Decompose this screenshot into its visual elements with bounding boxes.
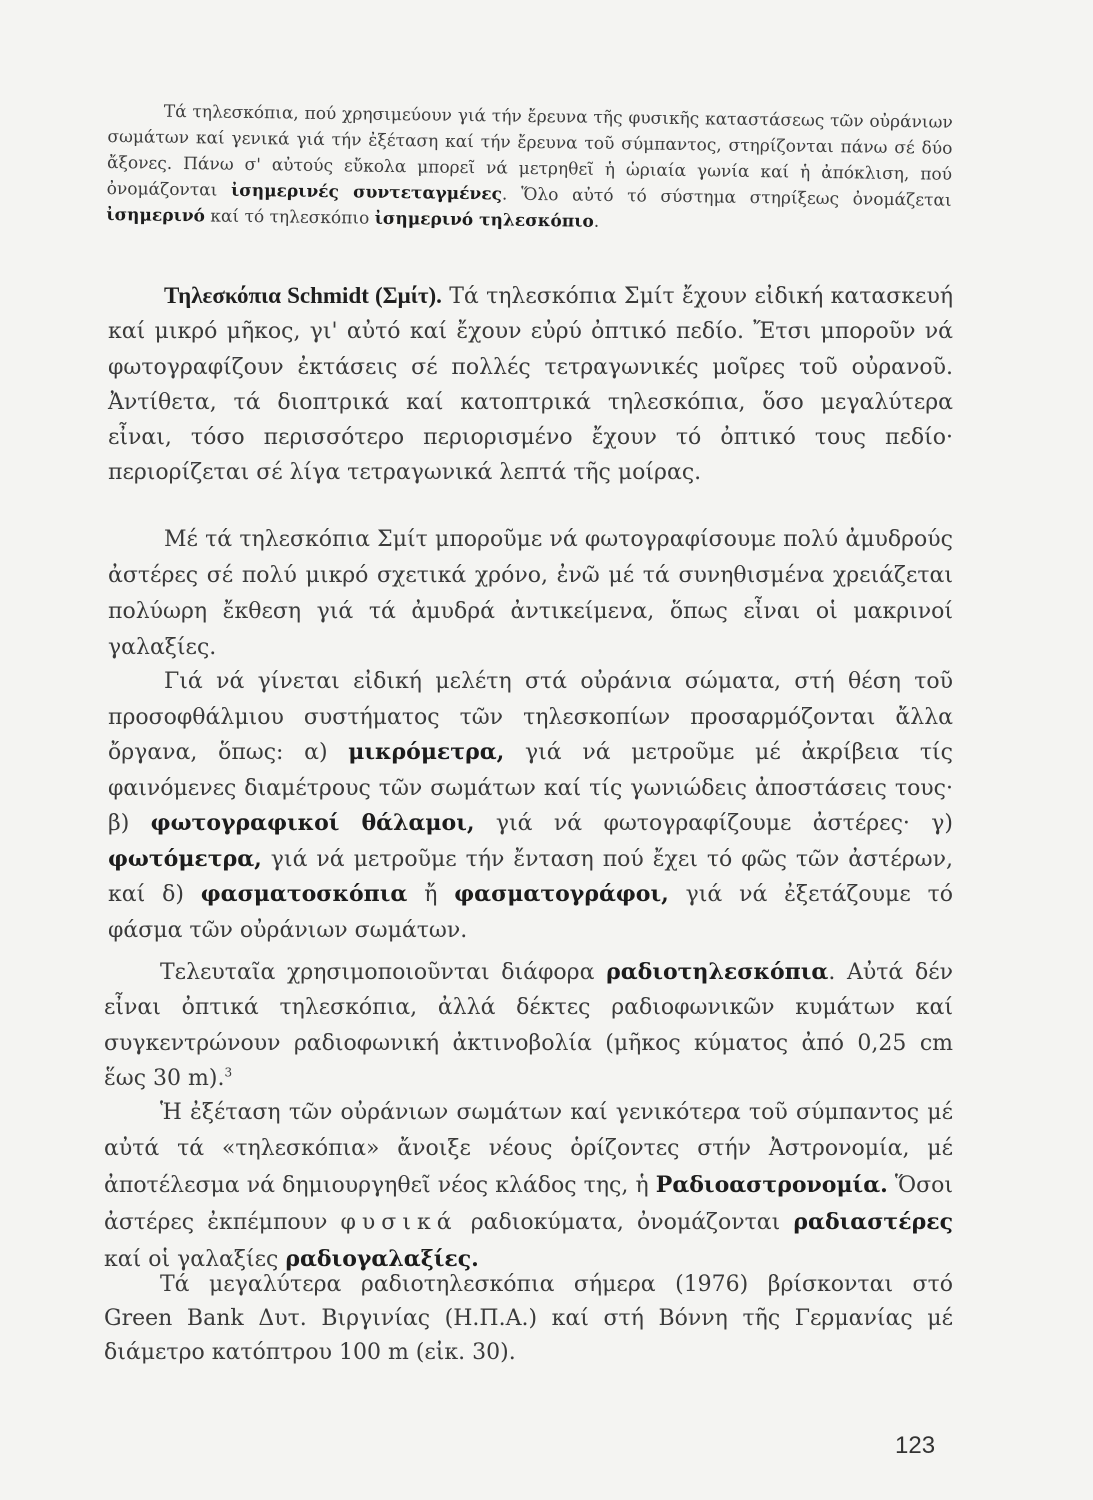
term-spectrographs: φασματογράφοι, [454,881,669,907]
term-photometers: φωτόμετρα, [108,845,262,872]
term-photographic-chambers: φωτογραφικοί θάλαμοι, [150,810,475,836]
term-equatorial-coordinates: ἰσημερινές συντεταγμένες [230,180,503,205]
term-equatorial-telescope: ἰσημερινό τηλεσκόπιο [374,208,594,232]
paragraph-radio-astronomy: Ἡ ἐξέταση τῶν οὐράνιων σωμάτων καί γενικότερα τοῦ σύμπαντος μέ αὐτά τά «τηλεσκόπια» ἄνοιξε νέους ὁρίζοντες στήν Ἀστρονομία, μέ ἀποτέλεσμα νά δημιουργηθεῖ νέος κλάδος της, ἡ Ραδιοαστρονομία. Ὅσοι ἀστέρες ἐκπέμπουν φυσικά ραδιοκύματα, ὀνομάζονται ραδιαστέρες καί οἱ γαλαξίες ραδιογαλαξίες. [104,1100,953,1272]
footnote-marker: 3 [224,1065,233,1080]
term-micrometers: μικρόμετρα, [348,739,505,765]
paragraph-radio-telescopes: Τελευταῖα χρησιμοποιοῦνται διάφορα ραδιοτηλεσκόπια. Αὐτά δέν εἶναι ὀπτικά τηλεσκόπια, ἀλλά δέκτες ραδιοφωνικῶν κυμάτων καί συγκεντρώνουν ραδιοφωνική ἀκτινοβολία (μῆκος κύματος ἀπό 0,25 cm ἕως 30 m).$^3$ [104,959,953,1091]
paragraph-schmidt-telescopes: Τηλεσκόπια Schmidt (Σμίτ). Τά τηλεσκόπια Σμίτ ἔχουν εἰδική κατασκευή καί μικρό μῆκος, γι' αὐτό καί ἔχουν εὐρύ ὀπτικό πεδίο. Ἔτσι μποροῦν νά φωτογραφίζουν ἐκτάσεις σέ πολλές τετραγωνικές μοῖρες τοῦ οὐρανοῦ. Ἀντίθετα, τά διοπτρικά καί κατοπτρικά τηλεσκόπια, ὅσο μεγαλύτερα εἶναι, τόσο περισσότερο περιορισμένο ἔχουν τό ὀπτικό τους πεδίο· περιορίζεται σέ λίγα τετραγωνικά λεπτά τῆς μοίρας. [108,283,953,486]
term-spectroscopes: φασματοσκόπια [200,881,408,907]
paragraph-largest-radio-telescopes: Τά μεγαλύτερα ραδιοτηλεσκόπια σήμερα (1976) βρίσκονται στό Green Bank Δυτ. Βιργινίας (Η.Π.Α.) καί στή Βόννη τῆς Γερμανίας μέ διάμετρο κατόπτρου 100 m (εἰκ. 30). [104,1272,953,1365]
spaced-word-natural: φυσικά [340,1210,458,1235]
page-number: 123 [895,1432,936,1459]
section-heading-schmidt: Τηλεσκόπια Schmidt (Σμίτ). [164,283,442,308]
term-radio-astronomy: Ραδιοαστρονομία. [655,1172,888,1198]
term-radio-galaxies: ραδιογαλαξίες. [285,1246,479,1272]
paragraph-faint-stars: Μέ τά τηλεσκόπια Σμίτ μποροῦμε νά φωτογραφίσουμε πολύ ἀμυδρούς ἀστέρες σέ πολύ μικρό σχετικά χρόνο, ἐνῶ μέ τά συνηθισμένα χρειάζεται πολύωρη ἔκθεση γιά τά ἀμυδρά ἀντικείμενα, ὅπως εἶναι οἱ μακρινοί γαλαξίες. [108,527,953,660]
paragraph-equatorial-mount: Τά τηλεσκόπια, πού χρησιμεύουν γιά τήν ἔρευνα τῆς φυσικῆς καταστάσεως τῶν οὐράνιων σωμάτων καί γενικά γιά τήν ἐξέταση καί τήν ἔρευνα τοῦ σύμπαντος, στηρίζονται πάνω σέ δύο ἄξονες. Πάνω σ' αὐτούς εὔκολα μπορεῖ νά μετρηθεῖ ἡ ὡριαία γωνία καί ἡ ἀπόκλιση, πού ὀνομάζονται ἰσημερινές συντεταγμένες. Ὅλο αὐτό τό σύστημα στηρίξεως ὀνομάζεται ἰσημερινό καί τό τηλεσκόπιο ἰσημερινό τηλεσκόπιο. [106,101,953,232]
term-radio-telescopes: ραδιοτηλεσκόπια [606,959,829,985]
term-radio-stars: ραδιαστέρες [793,1209,953,1235]
term-equatorial: ἰσημερινό [106,204,206,227]
paragraph-instruments: Γιά νά γίνεται εἰδική μελέτη στά οὐράνια σώματα, στή θέση τοῦ προσοφθάλμιου συστήματος τῶν τηλεσκοπίων προσαρμόζονται ἄλλα ὄργανα, ὅπως: α) μικρόμετρα, γιά νά μετροῦμε μέ ἀκρίβεια τίς φαινόμενες διαμέτρους τῶν σωμάτων καί τίς γωνιώδεις ἀποστάσεις τους· β) φωτογραφικοί θάλαμοι, γιά νά φωτογραφίζουμε ἀστέρες· γ) φωτόμετρα, γιά νά μετροῦμε τήν ἔνταση πού ἔχει τό φῶς τῶν ἀστέρων, καί δ) φασματοσκόπια ἤ φασματογράφοι, γιά νά ἐξετάζουμε τό φάσμα τῶν οὐράνιων σωμάτων. [108,669,953,943]
